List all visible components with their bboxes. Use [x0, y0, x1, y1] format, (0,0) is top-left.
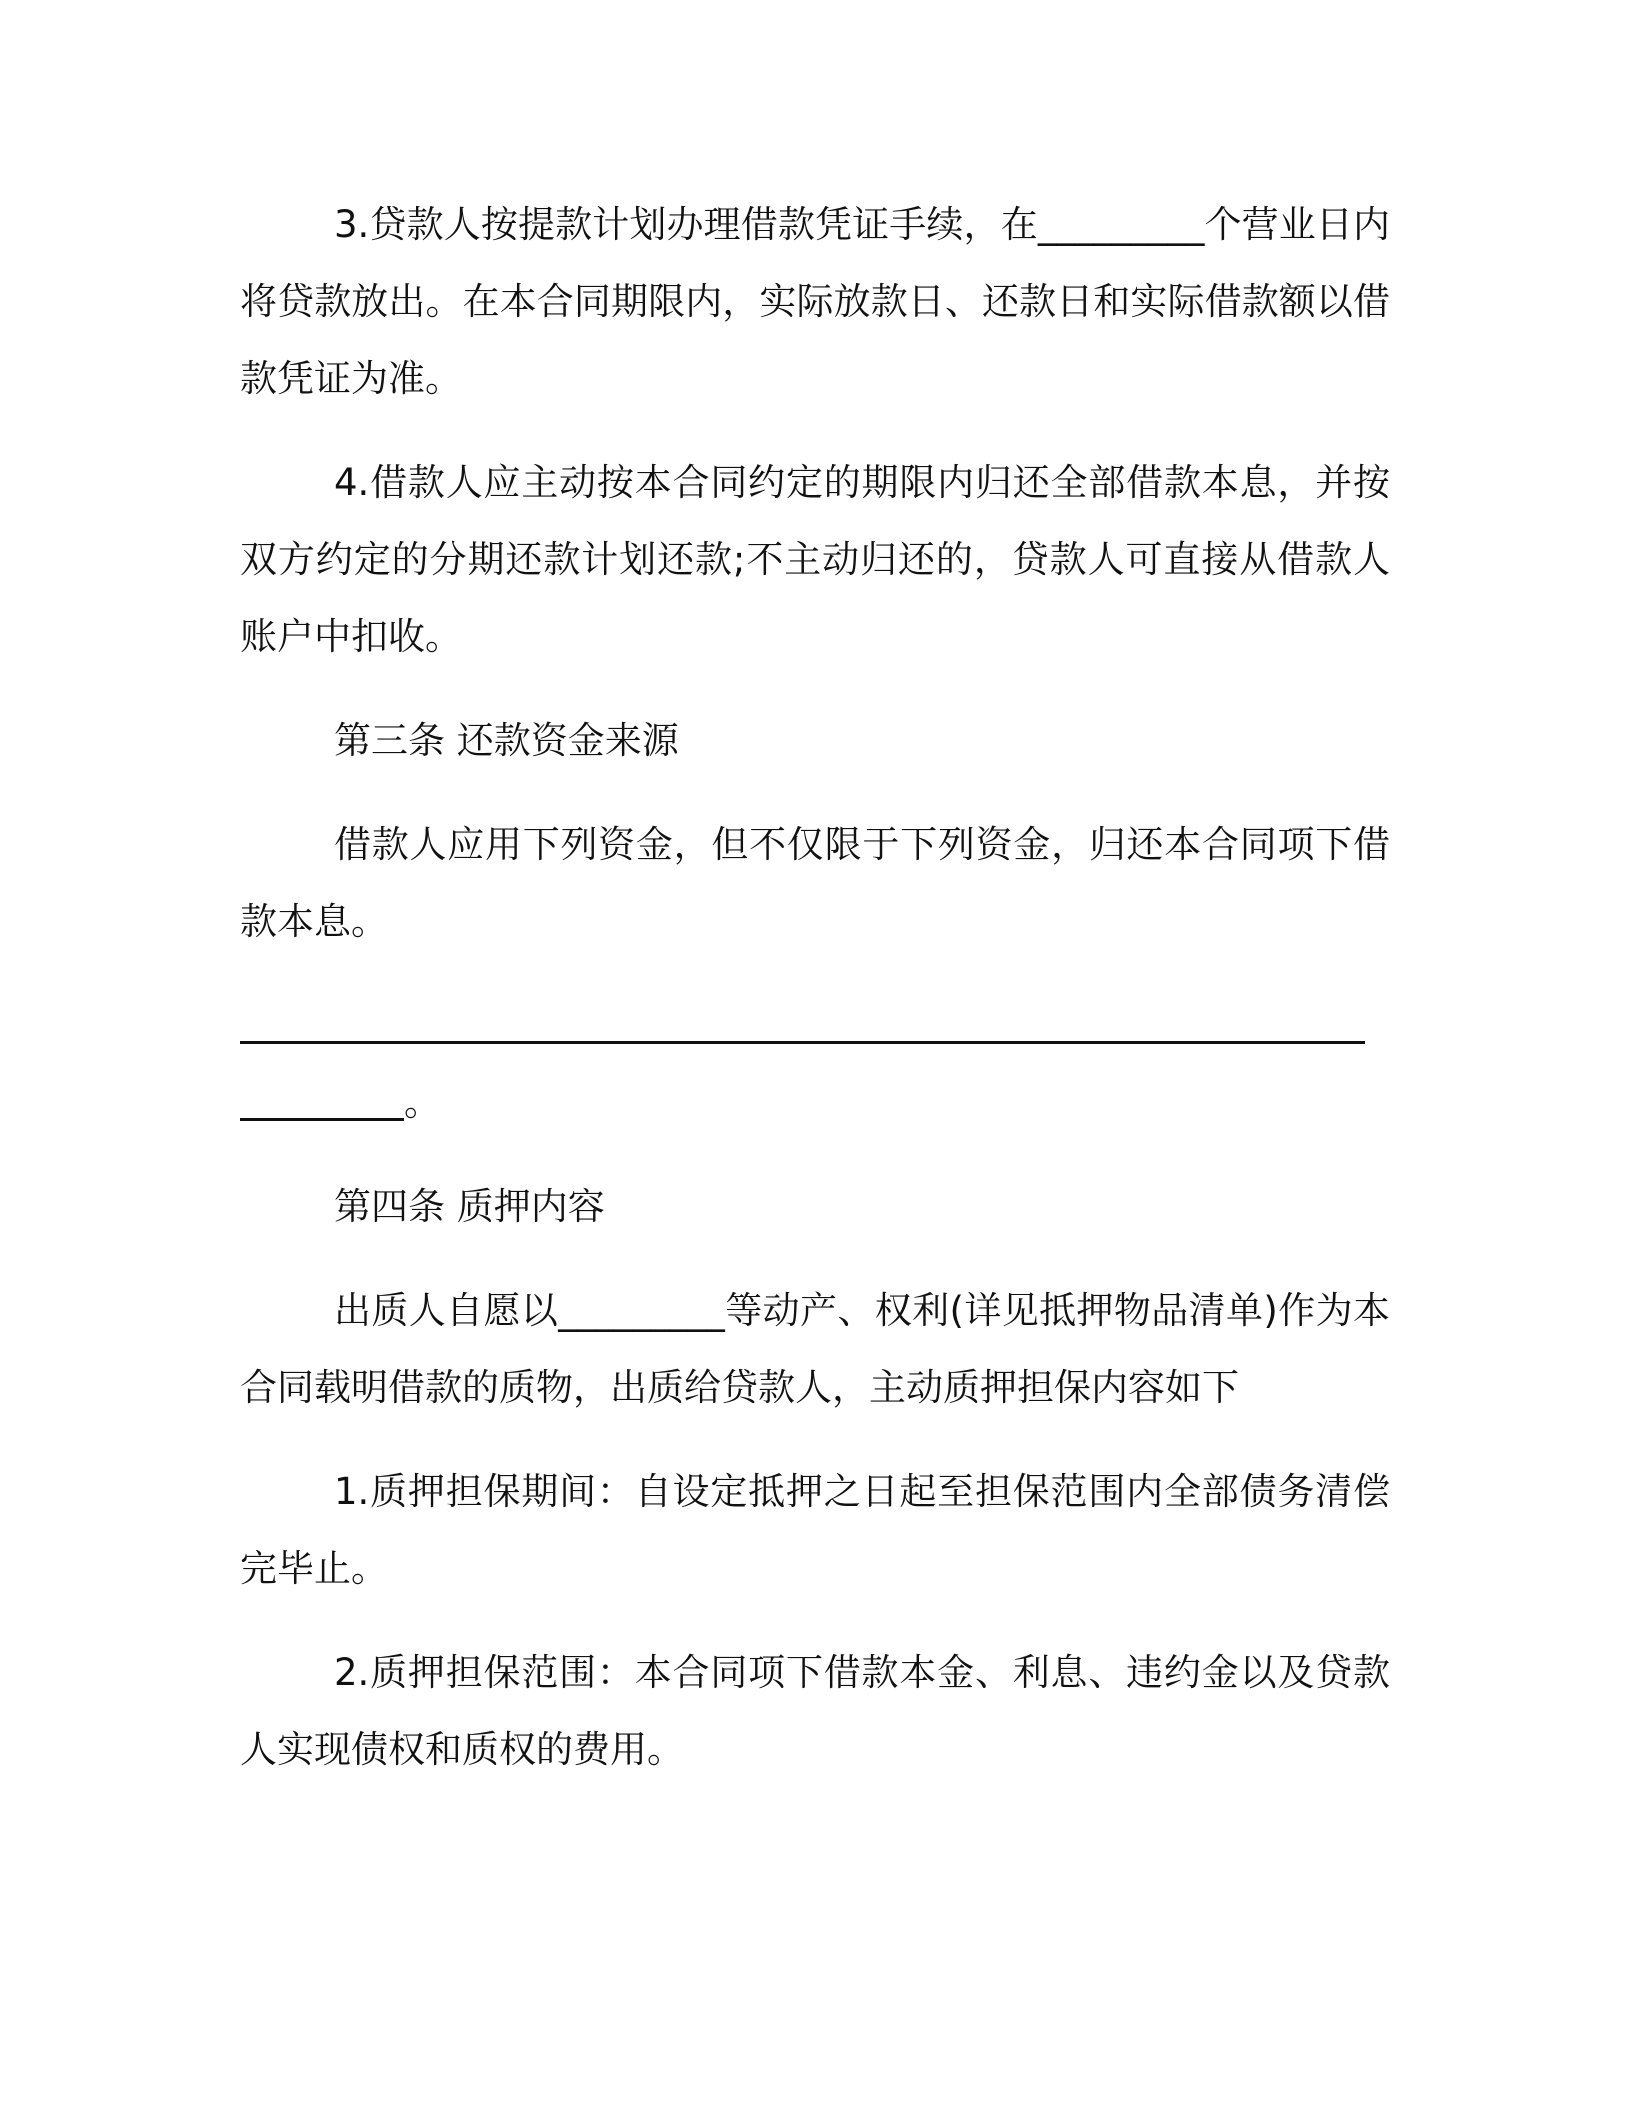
article-3-heading: 第三条 还款资金来源 — [334, 719, 679, 762]
clause-2-item-4: 4.借款人应主动按本合同约定的期限内归还全部借款本息，并按双方约定的分期还款计划还款;不主动归还的，贷款人可直接从借款人账户中扣收。 — [240, 461, 1390, 658]
article-4-item-2: 2.质押担保范围：本合同项下借款本金、利息、违约金以及贷款人实现债权和质权的费用。 — [240, 1651, 1390, 1771]
blank-line-short — [240, 1064, 1390, 1141]
article-3-text: 借款人应用下列资金，但不仅限于下列资金，归还本合同项下借款本息。 — [240, 823, 1390, 943]
repayment-source-blank — [240, 987, 1390, 1141]
document-body — [240, 186, 1390, 1815]
article-4-text: 出质人自愿以_________等动产、权利(详见抵押物品清单)作为本合同载明借款的质物，出质给贷款人，主动质押担保内容如下 — [240, 1289, 1390, 1409]
article-4-heading: 第四条 质押内容 — [334, 1185, 605, 1228]
article-4-item-1: 1.质押担保期间：自设定抵押之日起至担保范围内全部债务清偿完毕止。 — [240, 1470, 1390, 1590]
blank-line-full — [240, 987, 1365, 1064]
clause-2-item-3: 3.贷款人按提款计划办理借款凭证手续，在_________个营业日内将贷款放出。在本合同期限内，实际放款日、还款日和实际借款额以借款凭证为准。 — [240, 203, 1390, 400]
blank-line-end-mark: 。 — [404, 1081, 441, 1124]
